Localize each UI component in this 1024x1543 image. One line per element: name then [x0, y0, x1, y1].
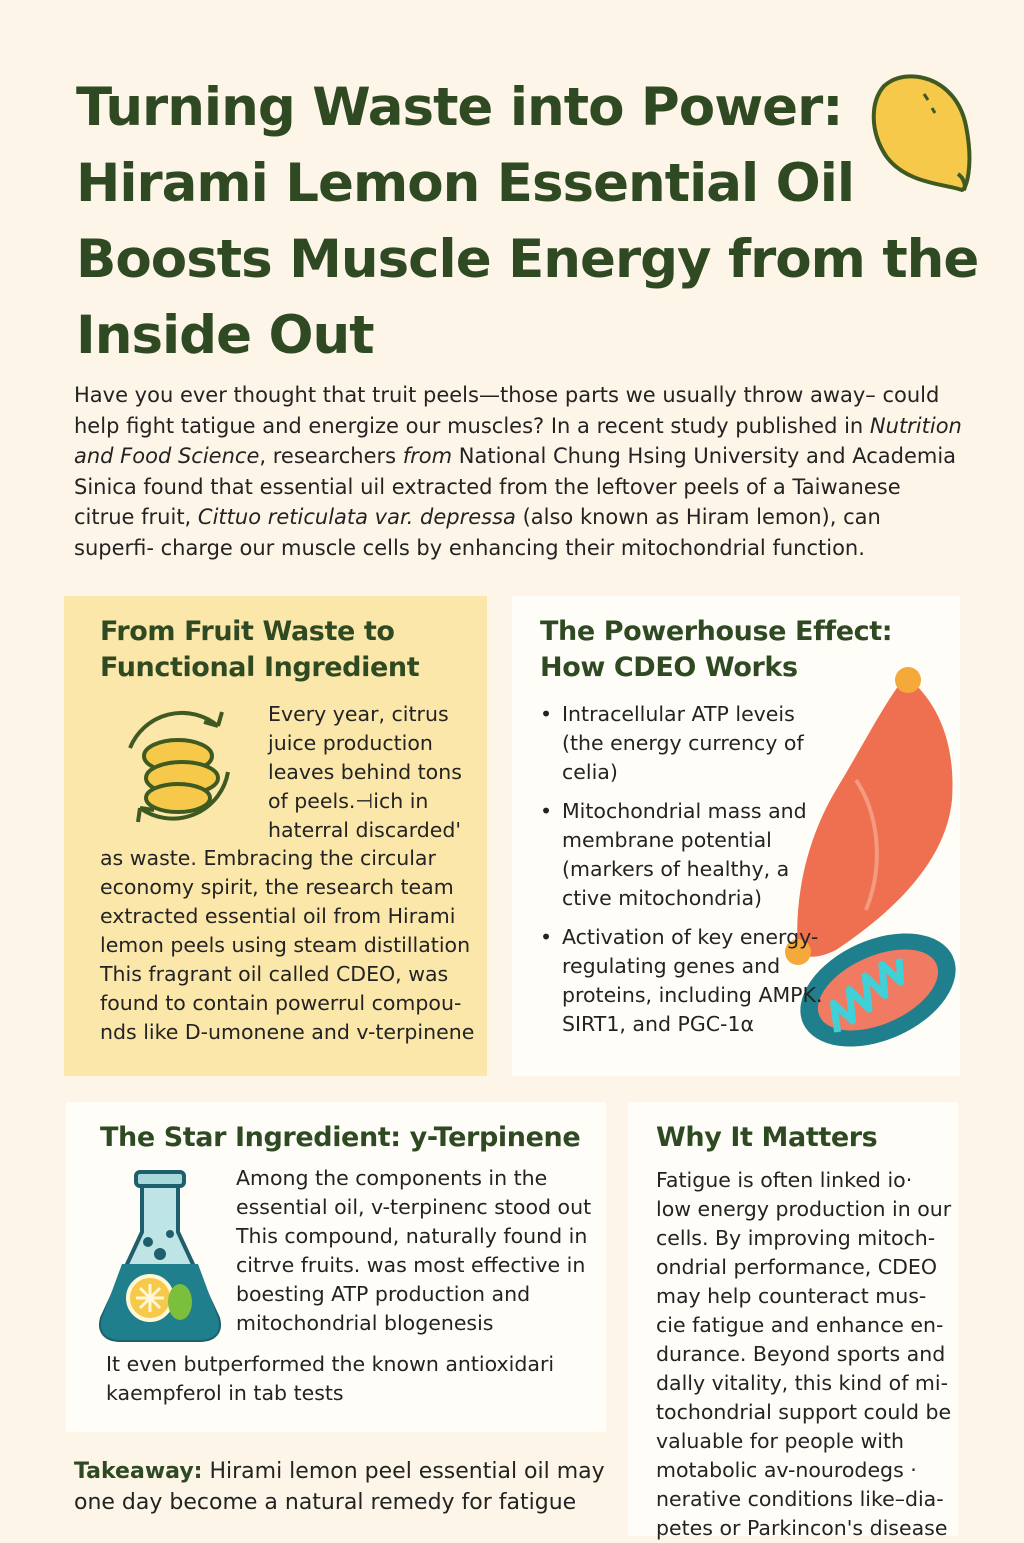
power-list — [538, 700, 828, 1049]
card-matters-heading: Why It Matters — [656, 1122, 878, 1153]
power-list-item: • Intracellular ATP leveis (the energy currency of celia) — [538, 700, 828, 787]
card-power-heading: The Powerhouse Effect: How CDEO Works — [540, 616, 893, 683]
card-fruit-text-top: Every year, citrus juice production leaves behind tons of peels.⊣ich in haterral discarded' — [268, 702, 462, 842]
card-star-heading: The Star Ingredient: y-Terpinene — [100, 1122, 581, 1153]
card-star-text-top: Among the components in the essential oil, v-terpinenc stood out This compound, naturally found in citrve fruits. was most effective in boesting ATP production and mitochondrial blogenesis — [236, 1166, 592, 1335]
card-fruit-waste — [64, 596, 487, 1076]
takeaway-label: Takeaway: — [74, 1459, 203, 1484]
flask-icon — [94, 1168, 226, 1344]
page-title: Turning Waste into Power: Hirami Lemon Essential Oil Boosts Muscle Energy from the Inside Out — [76, 77, 979, 366]
takeaway — [74, 1456, 614, 1518]
card-fruit-heading: From Fruit Waste to Functional Ingredient — [100, 616, 420, 683]
card-matters-text: Fatigue is often linked io· low energy production in our cells. By improving mitoch- ondrial performance, CDEO may help counteract mus- cie fatigue and enhance en- durance. Beyond sports and dally vitality, this kind of mi- tochondrial support could be valuable for people with motabolic av-nourodegs · nerative conditions like–dia- petes or Parkincon's disease — [656, 1168, 952, 1540]
power-list-item: • Activation of key energy-regulating genes and proteins, including AMPK. SIRT1, and PGC-1α — [538, 923, 828, 1039]
card-why-it-matters — [628, 1102, 958, 1540]
card-fruit-text-bottom: as waste. Embracing the circular economy spirit, the research team extracted essential oil from Hirami lemon peels using steam distillation This fragrant oil called CDEO, was found to contain powerrul compou- nds like D-umonene and v-terpinene — [100, 846, 475, 1044]
recycle-peel-icon — [100, 696, 250, 836]
intro-paragraph: Have you ever thought that truit peels—those parts we usually throw away– could help fight tatigue and energize our muscles? In a recent study published in Nutrition and Food Science, researchers from National Chung Hsing University and Academia Sinica found that essential uil extracted from the leftover peels of a Taiwanese citrue fruit, Cittuo reticulata var. depressa (also known as Hiram lemon), can superfi- charge our muscle cells by enhancing their mitochondrial function. — [74, 383, 962, 560]
card-star-ingredient — [66, 1102, 606, 1432]
card-star-text-bottom: It even butperformed the known antioxidari kaempferol in tab tests — [106, 1352, 555, 1405]
card-powerhouse — [512, 596, 960, 1076]
takeaway-text: Hirami lemon peel essential oil may one day become a natural remedy for fatigue — [74, 1459, 605, 1515]
lemon-icon — [866, 66, 976, 196]
power-list-item: • Mitochondrial mass and membrane potential (markers of healthy, a ctive mitochondria) — [538, 797, 828, 913]
